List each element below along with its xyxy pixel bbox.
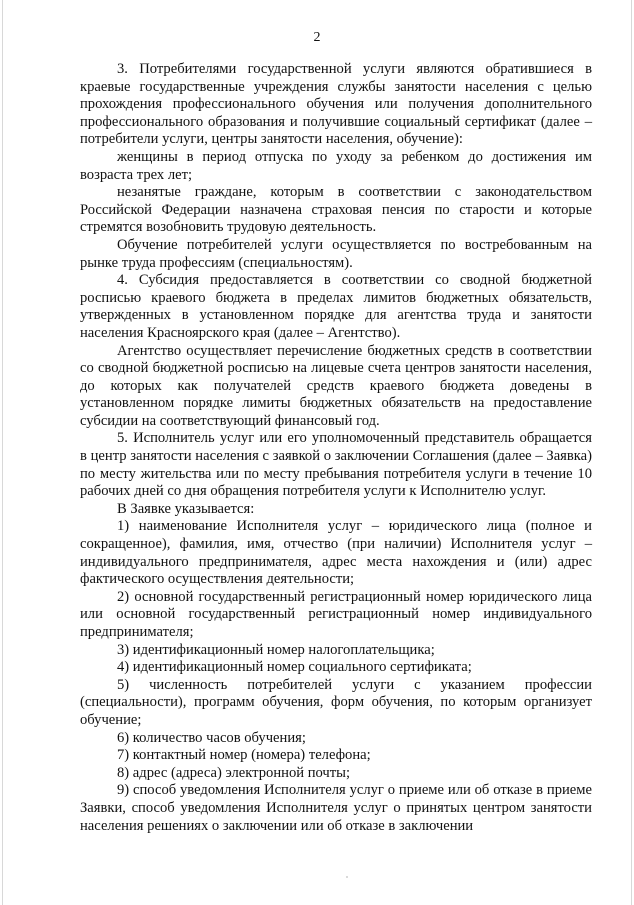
paragraph-item-3: 3. Потребителями государственной услуги являются обратившиеся в краевые государственные учреждения службы занятости населения с целью прохождения профессионального обучения или получения дополнительного профессионального образования и получившие социальный сертификат (далее – потребители услуги, центры занятости населения, обучение): xyxy=(80,61,592,148)
list-item-1: 1) наименование Исполнителя услуг – юридического лица (полное и сокращенное), фамилия, имя, отчество (при наличии) Исполнителя услуг – индивидуального предпринимателя, адрес места нахождения и (или) адрес фактического осуществления деятельности; xyxy=(80,518,592,588)
list-item-3: 3) идентификационный номер налогоплательщика; xyxy=(117,641,435,658)
paragraph-item-5: 5. Исполнитель услуг или его уполномоченный представитель обращается в центр занятости населения с заявкой о заключении Соглашения (далее – Заявка) по месту жительства или по месту пребывания потребителя услуги в течение 10 рабочих дней со дня обращения потребителя услуги к Исполнителю услуг. xyxy=(80,430,592,500)
paragraph-agency-transfers: Агентство осуществляет перечисление бюджетных средств в соответствии со сводной бюджетной росписью на лицевые счета центров занятости населения, до которых как получателей средств краевого бюджета доведены в установленном порядке лимиты бюджетных обязательств на предоставление субсидии на соответствующий финансовый год. xyxy=(80,342,592,429)
scan-edge-line-right xyxy=(631,0,632,905)
paragraph-training-professions: Обучение потребителей услуги осуществляется по востребованным на рынке труда профессиям (специальностям). xyxy=(80,236,592,271)
scan-edge-line-left xyxy=(2,0,3,905)
scan-speck xyxy=(346,876,348,878)
list-item-4: 4) идентификационный номер социального сертификата; xyxy=(117,659,472,676)
paragraph-item-4: 4. Субсидия предоставляется в соответствии со сводной бюджетной росписью краевого бюджета в пределах лимитов бюджетных обязательств, утвержденных в установленном порядке для агентства труда и занятости населения Красноярского края (далее – Агентство). xyxy=(80,272,592,341)
paragraph-women-parental-leave: женщины в период отпуска по уходу за ребенком до достижения им возраста трех лет; xyxy=(80,148,592,183)
document-body xyxy=(80,61,592,835)
list-item-7: 7) контактный номер (номера) телефона; xyxy=(117,747,371,764)
page-number: 2 xyxy=(313,30,321,45)
list-item-2: 2) основной государственный регистрационный номер юридического лица или основной государственный регистрационный номер индивидуального предпринимателя; xyxy=(80,588,592,640)
paragraph-application-contents-intro: В Заявке указывается: xyxy=(117,500,255,517)
list-item-9: 9) способ уведомления Исполнителя услуг о приеме или об отказе в приеме Заявки, способ уведомления Исполнителя услуг о принятых центром занятости населения решениях о заключении или об отказе в заключении xyxy=(80,782,592,834)
list-item-6: 6) количество часов обучения; xyxy=(117,729,306,746)
list-item-5: 5) численность потребителей услуги с указанием профессии (специальности), программ обучения, форм обучения, по которым организует обучение; xyxy=(80,676,592,728)
paragraph-unemployed-pensioners: незанятые граждане, которым в соответствии с законодательством Российской Федерации назначена страховая пенсия по старости и которые стремятся возобновить трудовую деятельность. xyxy=(80,184,592,236)
list-item-8: 8) адрес (адреса) электронной почты; xyxy=(117,764,351,781)
